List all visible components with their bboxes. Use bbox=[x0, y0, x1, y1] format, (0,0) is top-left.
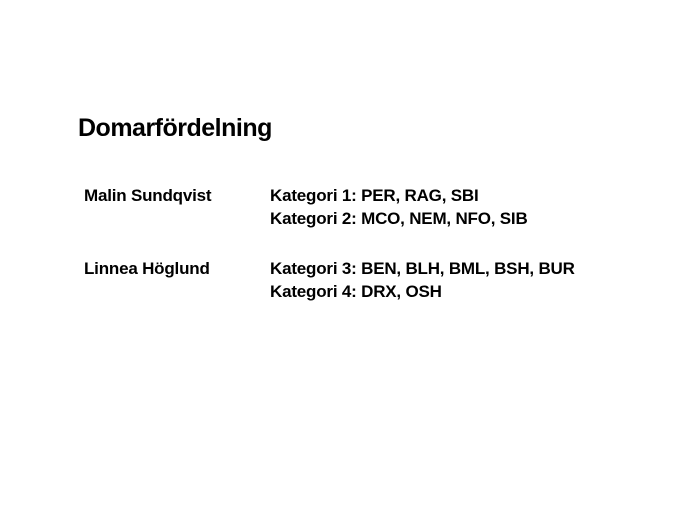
judge-category-list bbox=[270, 184, 575, 230]
judge-category-list bbox=[270, 257, 575, 303]
page-title: Domarfördelning bbox=[78, 114, 272, 142]
judge-name: Malin Sundqvist bbox=[84, 186, 212, 205]
category-line: Kategori 1: PER, RAG, SBI bbox=[270, 186, 479, 205]
assignment-list bbox=[84, 184, 575, 303]
category-line: Kategori 2: MCO, NEM, NFO, SIB bbox=[270, 209, 528, 228]
category-line: Kategori 4: DRX, OSH bbox=[270, 282, 442, 301]
category-line: Kategori 3: BEN, BLH, BML, BSH, BUR bbox=[270, 259, 575, 278]
judge-name: Linnea Höglund bbox=[84, 259, 210, 278]
